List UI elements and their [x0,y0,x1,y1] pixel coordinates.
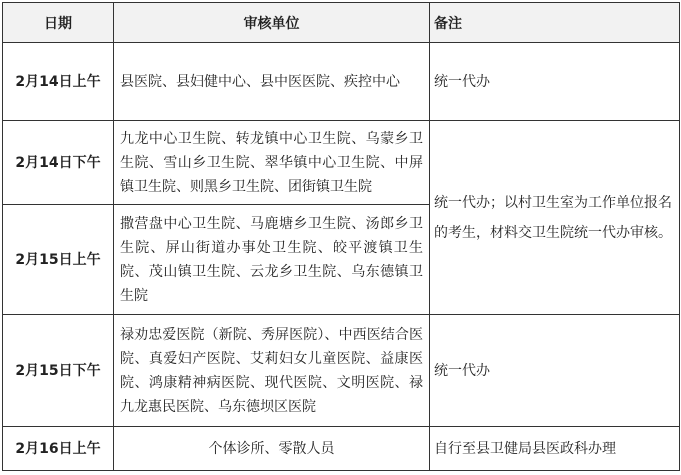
row-date: 2月16日上午 [3,427,114,471]
row-unit: 个体诊所、零散人员 [114,427,430,471]
header-note: 备注 [430,3,680,43]
row-note: 统一代办 [430,43,680,121]
table-row [3,121,680,205]
header-date: 日期 [3,3,114,43]
row-date: 2月15日下午 [3,315,114,427]
row-unit: 县医院、县妇健中心、县中医医院、疾控中心 [114,43,430,121]
row-unit: 撒营盘中心卫生院、马鹿塘乡卫生院、汤郎乡卫生院、屏山街道办事处卫生院、皎平渡镇卫生院、茂山镇卫生院、云龙乡卫生院、乌东德镇卫生院 [114,205,430,315]
table-row [3,315,680,427]
row-date: 2月15日上午 [3,205,114,315]
table-row [3,43,680,121]
header-row [3,3,680,43]
review-schedule-table [2,2,680,471]
row-note: 自行至县卫健局县医政科办理 [430,427,680,471]
row-unit: 九龙中心卫生院、转龙镇中心卫生院、乌蒙乡卫生院、雪山乡卫生院、翠华镇中心卫生院、中屏镇卫生院、则黑乡卫生院、团街镇卫生院 [114,121,430,205]
header-unit: 审核单位 [114,3,430,43]
row-note: 统一代办 [430,315,680,427]
row-date: 2月14日下午 [3,121,114,205]
merged-note: 统一代办；以村卫生室为工作单位报名的考生，材料交卫生院统一代办审核。 [430,121,680,315]
row-unit: 禄劝忠爱医院（新院、秀屏医院）、中西医结合医院、真爱妇产医院、艾莉妇女儿童医院、益康医院、鸿康精神病医院、现代医院、文明医院、禄九龙惠民医院、乌东德坝区医院 [114,315,430,427]
table-row [3,427,680,471]
row-date: 2月14日上午 [3,43,114,121]
